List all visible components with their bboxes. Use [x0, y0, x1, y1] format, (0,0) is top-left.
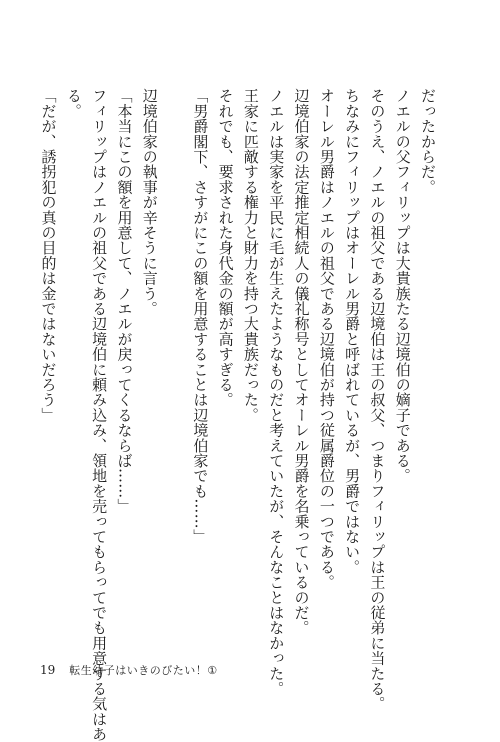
- book-title: 転生幼子はいきのびたい！①: [69, 664, 218, 677]
- dialogue-line: 「男爵閣下、さすがにこの額を用意することは辺境伯家でも……」: [191, 88, 210, 544]
- text-line: そのうえ、ノエルの祖父である辺境伯は王の叔父、つまりフィリップは王の従弟に当たる。: [368, 88, 387, 712]
- page-footer: [40, 662, 218, 678]
- text-line: だったからだ。: [419, 88, 437, 195]
- text-line: 辺境伯家の執事が辛そうに言う。: [140, 88, 159, 316]
- text-line: る。: [64, 88, 83, 119]
- dialogue-line: 「だが、誘拐犯の真の目的は金ではないだろう」: [39, 88, 58, 423]
- text-line: ちなみにフィリップはオーレル男爵と呼ばれているが、男爵ではない。: [343, 88, 362, 575]
- text-line: フィリップはノエルの祖父である辺境伯に頼み込み、領地を売ってもらってでも用意する気はあ: [90, 88, 109, 742]
- text-line: 辺境伯家の法定推定相続人の儀礼称号としてオーレル男爵を名乗っているのだ。: [292, 88, 311, 636]
- page-number: 19: [40, 663, 56, 677]
- vertical-text-block: [35, 88, 440, 742]
- text-line: それでも、要求された身代金の額が高すぎる。: [216, 88, 235, 408]
- dialogue-line: 「本当にこの額を用意して、ノエルが戻ってくるならば……」: [115, 88, 134, 514]
- text-line: ノエルは実家を平民に毛が生えたようなものだと考えていたが、そんなことはなかった。: [267, 88, 286, 696]
- text-line: ノエルの父フィリップは大貴族たる辺境伯の嫡子である。: [393, 88, 412, 484]
- text-line: オーレル男爵はノエルの祖父である辺境伯が持つ従属爵位の一つである。: [317, 88, 336, 590]
- text-line: 王家に匹敵する権力と財力を持つ大貴族だった。: [241, 88, 260, 423]
